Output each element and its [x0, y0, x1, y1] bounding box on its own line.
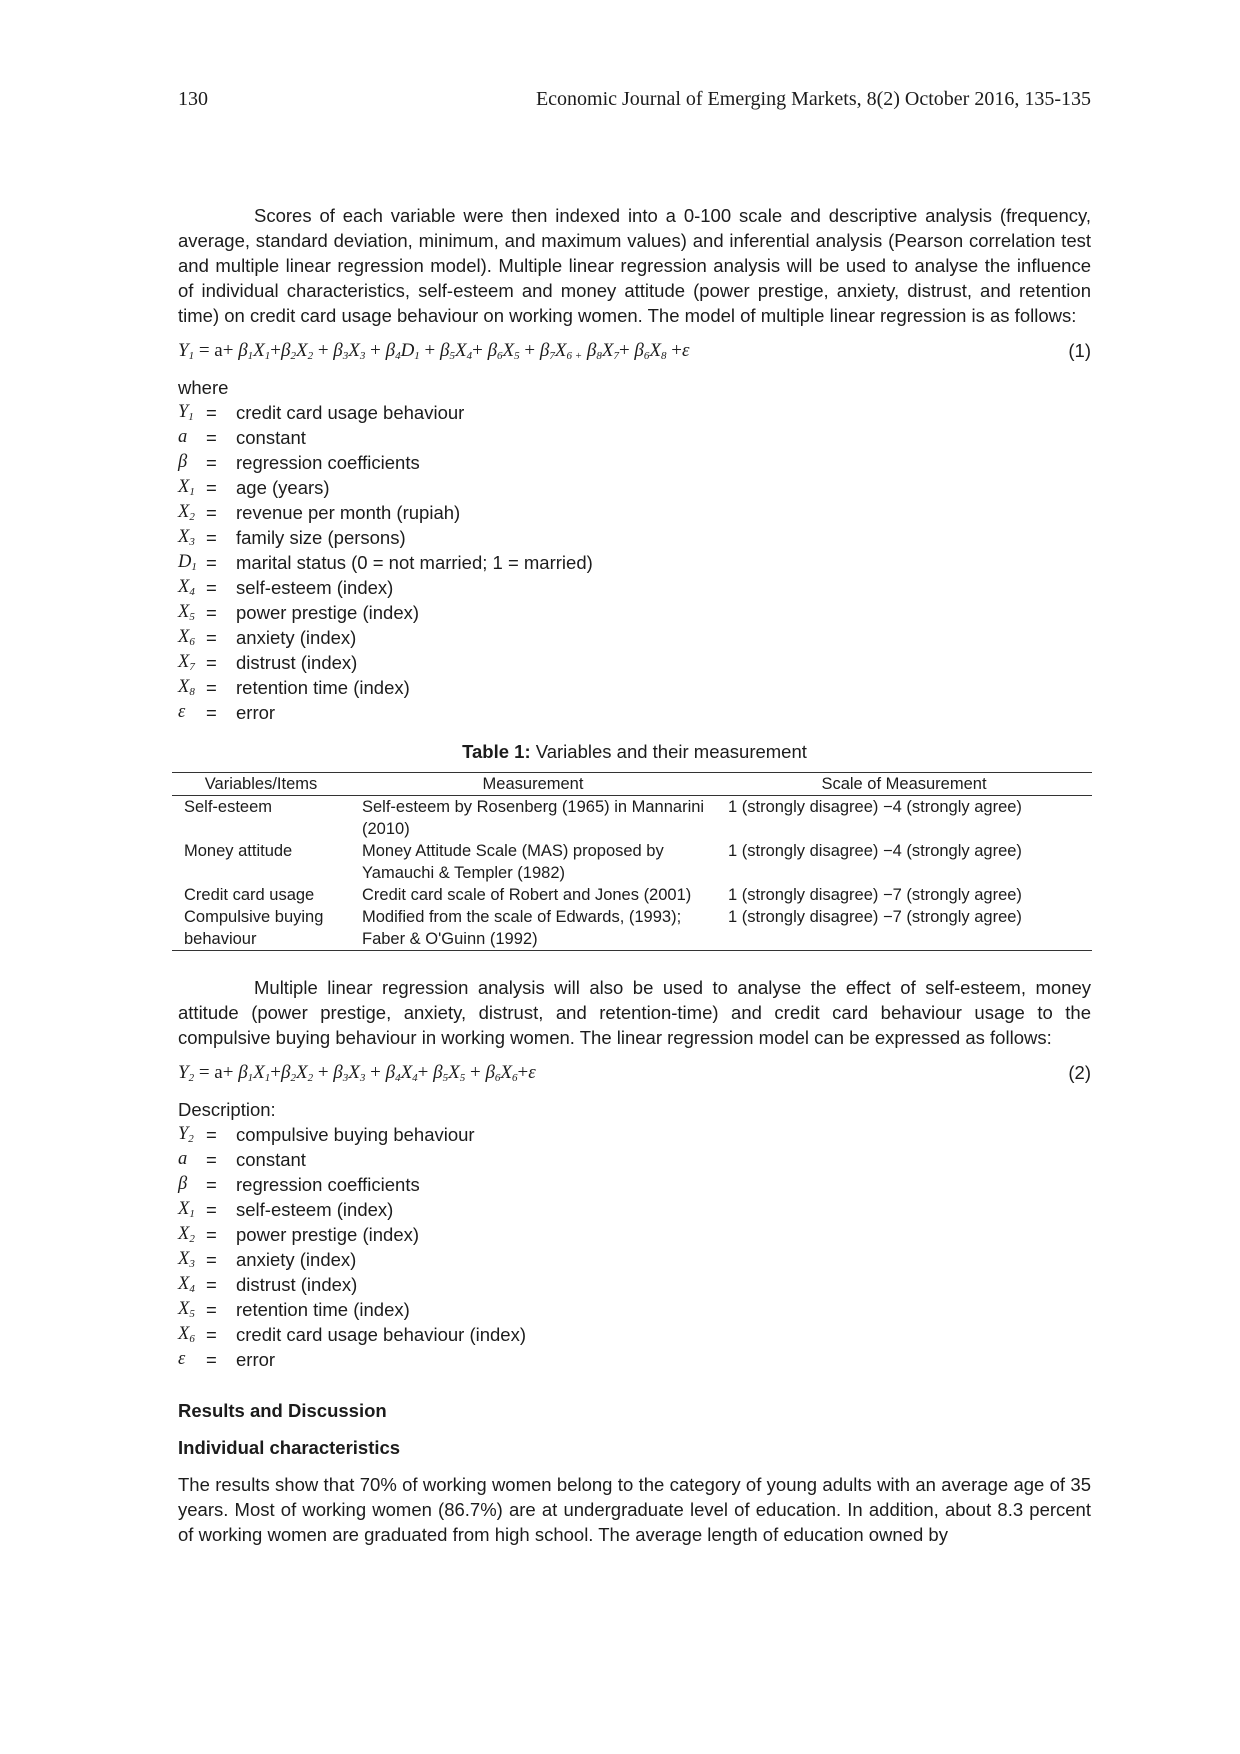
table-cell: Self-esteem by Rosenberg (1965) in Mannarini (2010) — [362, 798, 705, 838]
definition-row: $X_3$ = family size (persons) — [178, 527, 406, 548]
variables-table — [172, 772, 1092, 951]
definition-row: a = constant — [178, 427, 306, 448]
paragraph-methods: Scores of each variable were then indexed into a 0-100 scale and descriptive analysis (frequency, average, standard deviation, minimum, and maximum values) and inferential analysis (Pearson correlation test and multiple linear regression model). Multiple linear regression analysis will be used to analyse the influence of individual characteristics, self-esteem and money attitude (power prestige, anxiety, distrust, and retention time) on credit card usage behaviour on working women. The model of multiple linear regression is as follows: — [178, 205, 1091, 326]
definition-row: $X_7$ = distrust (index) — [178, 652, 358, 673]
equation-1 — [178, 338, 1091, 363]
subsection-heading: Individual characteristics — [178, 1437, 401, 1458]
definition-row: $X_5$ = power prestige (index) — [178, 602, 420, 623]
equation-1-number: (1) — [1068, 340, 1091, 361]
table-cell: Money attitude — [184, 842, 293, 860]
page-number: 130 — [178, 88, 208, 110]
table-cell: 1 (strongly disagree) −4 (strongly agree) — [728, 798, 1022, 816]
table-row — [172, 840, 1092, 884]
table-header-cell: Scale of Measurement — [716, 773, 1092, 796]
table-header-cell: Measurement — [350, 773, 716, 796]
table-cell: 1 (strongly disagree) −7 (strongly agree) — [716, 906, 1092, 951]
definition-row: $Y_1$ = credit card usage behaviour — [178, 402, 465, 423]
table-caption-text: Variables and their measurement — [530, 741, 807, 762]
paragraph-second-model: Multiple linear regression analysis will also be used to analyse the effect of self-esteem, money attitude (power prestige, anxiety, distrust, and retention-time) and credit card behaviour usage to the compulsive buying behaviour in working women. The linear regression model can be expressed as follows: — [178, 977, 1091, 1048]
definition-row: ε = error — [178, 702, 276, 723]
definition-row: $X_4$ = distrust (index) — [178, 1274, 358, 1295]
table-cell: 1 (strongly disagree) −4 (strongly agree) — [728, 842, 1022, 860]
definitions-list-2 — [178, 1122, 1091, 1372]
where-label: where — [178, 377, 229, 398]
equation-2-formula: $Y_2 = a+ \beta_1X_1+\beta_2X_2 + \beta_3X_3 + \beta_4X_4+ \beta_5X_5 + \beta_6X_6+\varepsilon$ — [178, 1062, 536, 1084]
table-row — [172, 906, 1092, 951]
table-cell: Credit card scale of Robert and Jones (2001) — [362, 886, 692, 904]
equation-2 — [178, 1060, 1091, 1085]
table-row — [172, 884, 1092, 906]
table-cell: Credit card usage — [184, 886, 315, 904]
definition-row: $X_8$ = retention time (index) — [178, 677, 410, 698]
paragraph-results: The results show that 70% of working women belong to the category of young adults with an average age of 35 years. Most of working women (86.7%) are at undergraduate level of education. In addition, about 8.3 percent of working women are graduated from high school. The average length of education owned by — [178, 1474, 1091, 1545]
table-row — [172, 796, 1092, 841]
journal-running-title: Economic Journal of Emerging Markets, 8(2) October 2016, 135-135 — [535, 88, 1091, 110]
definition-row: β = regression coefficients — [178, 452, 420, 473]
table-header-cell: Variables/Items — [172, 773, 350, 796]
page-header — [178, 88, 1091, 118]
definition-row: $X_4$ = self-esteem (index) — [178, 577, 394, 598]
table-cell: 1 (strongly disagree) −7 (strongly agree) — [728, 886, 1022, 904]
definition-row: a = constant — [178, 1149, 306, 1170]
definition-row: $D_1$ = marital status (0 = not married; 1 = married) — [178, 552, 593, 573]
table-cell: Self-esteem — [184, 798, 273, 816]
table-header-row — [172, 773, 1092, 796]
definition-row: ε = error — [178, 1349, 276, 1370]
table-cell: Compulsive buying behaviour — [172, 906, 350, 951]
definition-row: $X_6$ = anxiety (index) — [178, 627, 357, 648]
table-caption — [178, 739, 1091, 764]
definition-row: $X_2$ = power prestige (index) — [178, 1224, 420, 1245]
definition-row: $X_1$ = age (years) — [178, 477, 330, 498]
main-content — [178, 203, 1091, 1547]
definition-row: $X_6$ = credit card usage behaviour (index) — [178, 1324, 526, 1345]
definition-row: $X_2$ = revenue per month (rupiah) — [178, 502, 461, 523]
section-heading: Results and Discussion — [178, 1400, 387, 1421]
equation-2-number: (2) — [1068, 1062, 1091, 1083]
equation-1-formula: $Y_1 = a+ \beta_1X_1+\beta_2X_2 + \beta_3X_3 + \beta_4D_1 + \beta_5X_4+ \beta_6X_5 + \beta_7X_{6 +}$ $\beta_8X_7+ \beta_6X_8 +\varepsilon$ — [178, 340, 690, 362]
definitions-list-1 — [178, 400, 1091, 725]
definition-row: $X_5$ = retention time (index) — [178, 1299, 410, 1320]
definition-row: $X_1$ = self-esteem (index) — [178, 1199, 394, 1220]
definition-row: β = regression coefficients — [178, 1174, 420, 1195]
table-cell: Money Attitude Scale (MAS) proposed by Yamauchi & Templer (1982) — [362, 842, 664, 882]
table-cell: Modified from the scale of Edwards, (1993); Faber & O'Guinn (1992) — [350, 906, 716, 951]
definition-row: $X_3$ = anxiety (index) — [178, 1249, 357, 1270]
definition-row: $Y_2$ = compulsive buying behaviour — [178, 1124, 475, 1145]
description-label: Description: — [178, 1099, 276, 1120]
table-caption-label: Table 1: — [462, 741, 531, 762]
